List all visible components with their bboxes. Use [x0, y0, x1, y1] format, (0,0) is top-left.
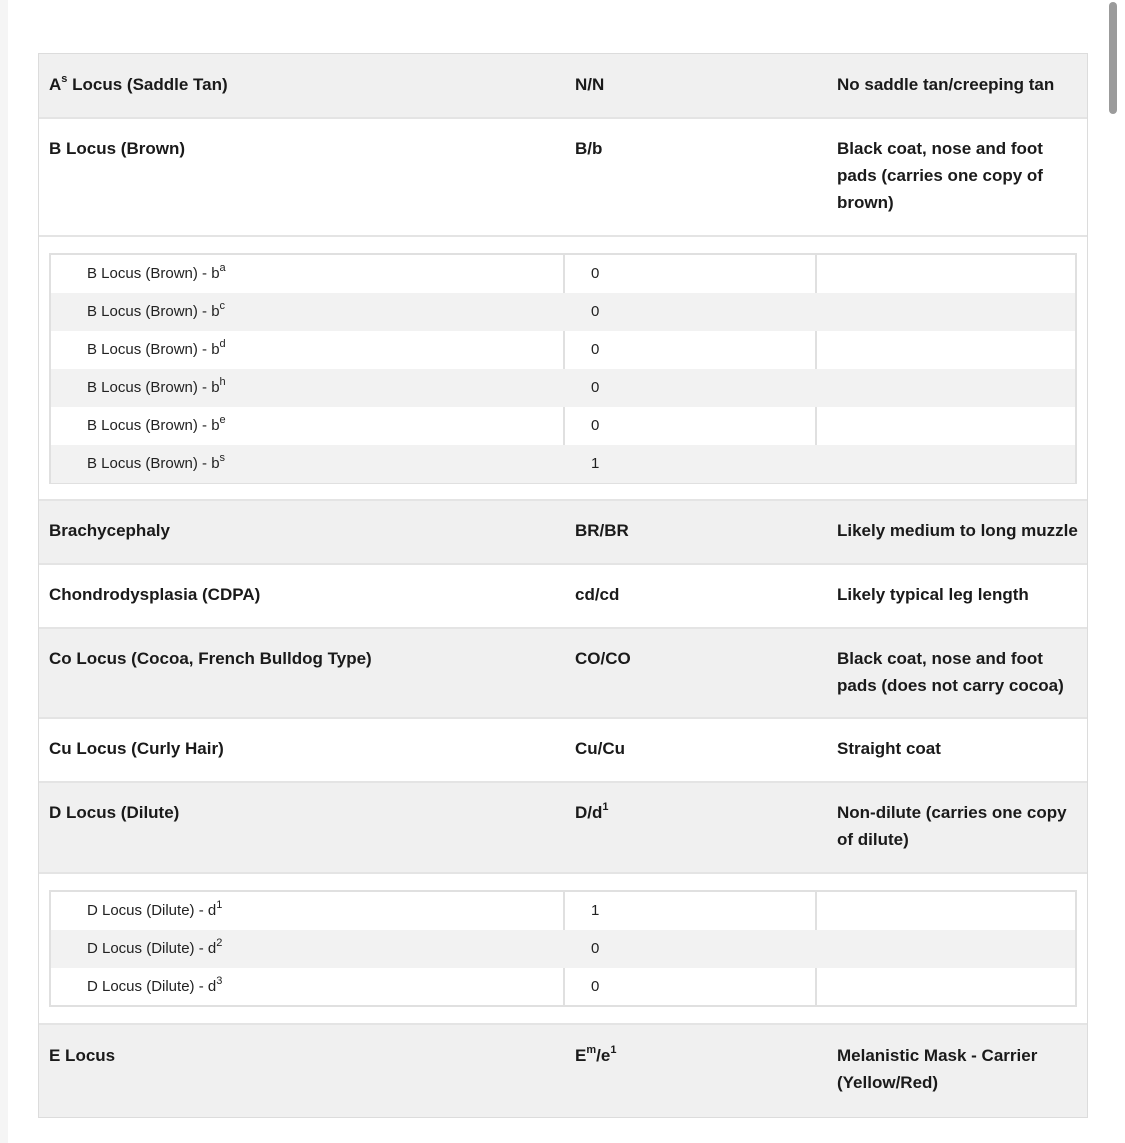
allele-count: 1: [591, 902, 600, 919]
allele-row: [51, 255, 1075, 293]
allele-row: [51, 369, 1075, 407]
genotype: $E^m/e^1$: [575, 1044, 617, 1065]
table-row: [39, 783, 1087, 874]
locus-name: E Locus: [49, 1046, 116, 1065]
locus-name: Co Locus (Cocoa, French Bulldog Type): [49, 649, 372, 668]
table-row: [39, 1025, 1087, 1117]
table-row: [39, 119, 1087, 237]
result: Straight coat: [837, 739, 941, 758]
allele-count: 0: [591, 341, 600, 358]
b-allele-subtable: [49, 253, 1077, 484]
allele-count: 0: [591, 265, 600, 282]
allele-row: [51, 407, 1075, 445]
allele-row: [51, 930, 1075, 968]
genotype: Cu/Cu: [575, 739, 626, 758]
table-row: [39, 501, 1087, 565]
result: Non-dilute (carries one copy of dilute): [837, 803, 1067, 849]
locus-name: B Locus (Brown): [49, 139, 185, 158]
genetic-results-table: [38, 53, 1088, 1118]
result: Likely medium to long muzzle: [837, 521, 1078, 540]
table-row: [39, 629, 1087, 719]
result: Black coat, nose and foot pads (does not carry cocoa): [837, 649, 1064, 695]
allele-count: 1: [591, 455, 600, 472]
result: Melanistic Mask - Carrier (Yellow/Red): [837, 1046, 1038, 1092]
result: Black coat, nose and foot pads (carries one copy of brown): [837, 139, 1043, 212]
genotype: B/b: [575, 139, 603, 158]
allele-count: 0: [591, 978, 600, 995]
allele-count: 0: [591, 303, 600, 320]
vertical-scrollbar[interactable]: [1103, 0, 1125, 1143]
locus-name: Brachycephaly: [49, 521, 170, 540]
allele-row: [51, 293, 1075, 331]
genotype: CO/CO: [575, 649, 631, 668]
genotype: N/N: [575, 75, 605, 94]
result: Likely typical leg length: [837, 585, 1029, 604]
allele-label: B Locus (Brown) - $b^h$: [87, 376, 226, 396]
allele-subtable-container: [39, 237, 1087, 501]
genotype: $D/d^1$: [575, 801, 609, 822]
allele-label: B Locus (Brown) - $b^d$: [87, 338, 226, 358]
allele-row: [51, 445, 1075, 483]
allele-label: B Locus (Brown) - $b^a$: [87, 262, 226, 282]
table-row: [39, 719, 1087, 783]
table-row: [39, 565, 1087, 629]
locus-name: Chondrodysplasia (CDPA): [49, 585, 261, 604]
allele-count: 0: [591, 379, 600, 396]
allele-label: D Locus (Dilute) - $d^1$: [87, 899, 223, 919]
locus-name: D Locus (Dilute): [49, 803, 180, 822]
allele-label: D Locus (Dilute) - $d^2$: [87, 937, 223, 957]
genotype: cd/cd: [575, 585, 620, 604]
allele-subtable-container: [39, 874, 1087, 1025]
allele-count: 0: [591, 940, 600, 957]
locus-name: $A^s$ Locus (Saddle Tan): [49, 73, 228, 94]
d-allele-subtable: [49, 890, 1077, 1007]
scrollbar-thumb[interactable]: [1109, 2, 1117, 114]
allele-label: B Locus (Brown) - $b^s$: [87, 452, 226, 472]
genotype: BR/BR: [575, 521, 629, 540]
locus-name: Cu Locus (Curly Hair): [49, 739, 224, 758]
allele-count: 0: [591, 417, 600, 434]
table-row: [39, 54, 1087, 119]
result: No saddle tan/creeping tan: [837, 75, 1055, 94]
allele-row: [51, 331, 1075, 369]
allele-row: [51, 968, 1075, 1006]
allele-label: B Locus (Brown) - $b^c$: [87, 300, 226, 320]
allele-label: B Locus (Brown) - $b^e$: [87, 414, 226, 434]
allele-label: D Locus (Dilute) - $d^3$: [87, 975, 223, 995]
allele-row: [51, 892, 1075, 930]
